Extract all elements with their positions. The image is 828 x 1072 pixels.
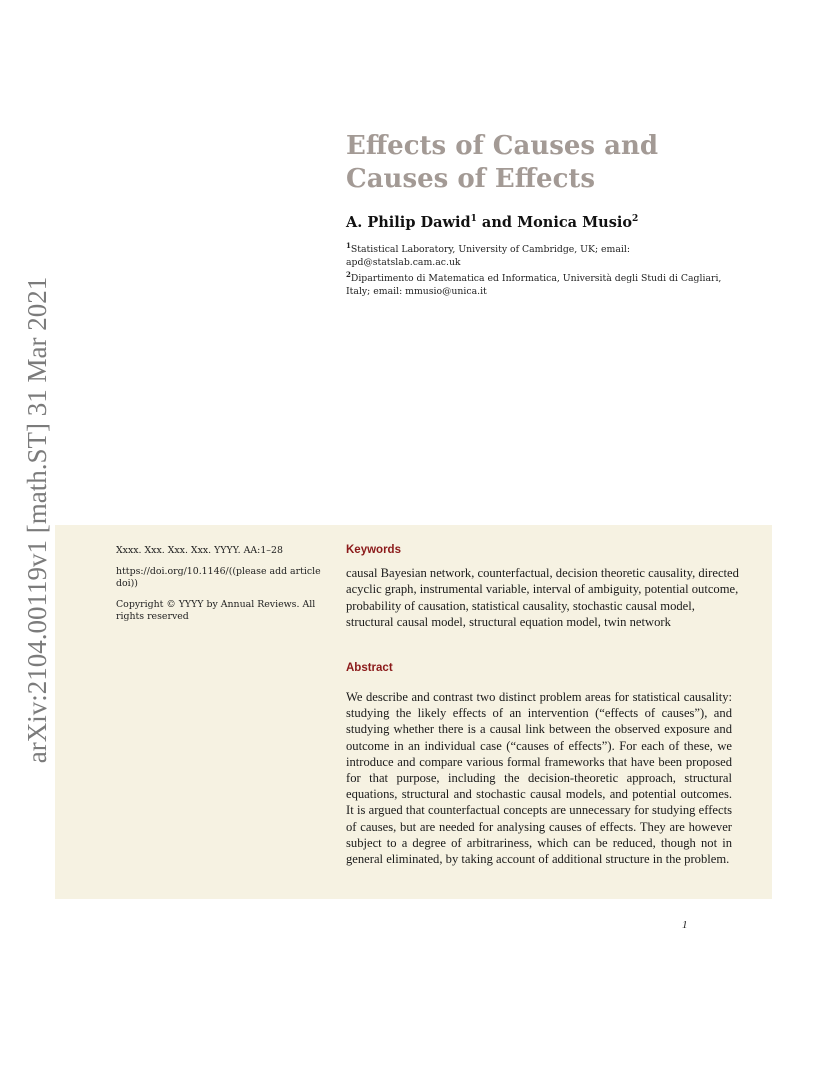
publication-sidebar bbox=[116, 545, 326, 632]
author-connector: and bbox=[476, 214, 518, 231]
keywords-heading: Keywords bbox=[346, 544, 401, 556]
affiliation-mark: 1 bbox=[470, 214, 477, 225]
affiliation-mark: 1 bbox=[346, 241, 351, 250]
abstract-text: We describe and contrast two distinct problem areas for statistical causality: studying the likely effects of an intervention (“effects of causes”), and studying whether there is a causal link between the observed exposure and outcome in an individual case (“causes of effects”). For each of these, we introduce and compare various formal frameworks that have been proposed for that purpose, including the decision-theoretic approach, structural equations, structural and stochastic causal models, and potential outcomes. It is argued that counterfactual concepts are unnecessary for studying effects of causes, but are needed for analysing causes of effects. They are however subject to a degree of arbitrariness, which can be reduced, though not in general eliminated, by taking account of additional structure in the problem. bbox=[346, 690, 732, 867]
abstract-heading: Abstract bbox=[346, 662, 393, 674]
affiliation-mark: 2 bbox=[632, 214, 639, 225]
journal-citation: Xxxx. Xxx. Xxx. Xxx. YYYY. AA:1–28 bbox=[116, 545, 283, 556]
page-number: 1 bbox=[682, 919, 688, 931]
affiliation-mark: 2 bbox=[346, 270, 351, 280]
affiliation-item bbox=[346, 269, 746, 298]
author-name: Monica Musio bbox=[517, 214, 633, 231]
title-line-2: Causes of Effects bbox=[346, 164, 596, 194]
title-line-1: Effects of Causes and bbox=[346, 131, 659, 161]
affiliation-item bbox=[346, 240, 746, 269]
paper-title bbox=[346, 130, 766, 196]
doi-link[interactable]: https://doi.org/10.1146/((please add article doi)) bbox=[116, 566, 321, 589]
copyright-notice: Copyright © YYYY by Annual Reviews. All rights reserved bbox=[116, 599, 316, 622]
author-list bbox=[346, 214, 638, 231]
affiliation-text: Statistical Laboratory, University of Cambridge, UK; email: apd@statslab.cam.ac.uk bbox=[346, 244, 630, 268]
arxiv-identifier-stamp: arXiv:2104.00119v1 [math.ST] 31 Mar 2021 bbox=[22, 276, 52, 764]
keywords-text: causal Bayesian network, counterfactual, decision theoretic causality, directed acyclic graph, instrumental variable, interval of ambiguity, potential outcome, probability of causation, statistical causality, stochastic causal model, structural causal model, structural equation model, twin network bbox=[346, 566, 739, 629]
affiliations bbox=[346, 240, 746, 298]
author-name: A. Philip Dawid bbox=[346, 214, 471, 231]
affiliation-text: Dipartimento di Matematica ed Informatica, Università degli Studi di Cagliari, Italy; email: mmusio@unica.it bbox=[346, 273, 722, 297]
